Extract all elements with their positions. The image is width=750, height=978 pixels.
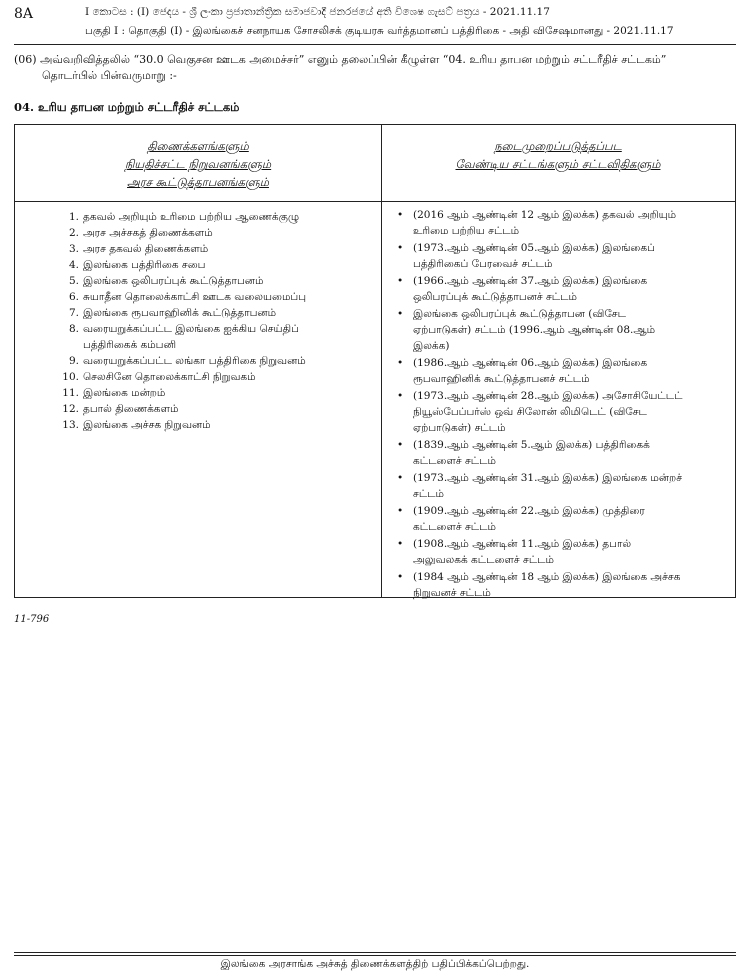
notice-reference: 11-796: [14, 614, 50, 625]
institution-item: [59, 385, 375, 401]
institution-number: 1.: [68, 211, 79, 223]
law-title: [413, 306, 655, 354]
institution-item: [59, 401, 375, 417]
bullet-icon: •: [397, 242, 404, 254]
institution-number: 6.: [68, 291, 79, 303]
law-title-line: ஒலிபரப்புக் கூட்டுத்தாபனச் சட்டம்: [413, 291, 577, 303]
institution-name: [83, 305, 276, 321]
laws-list: [397, 207, 727, 602]
law-item: [397, 503, 727, 535]
laws-header-line: நடைமுறைப்படுத்தப்பட: [494, 139, 622, 153]
law-item: [397, 437, 727, 469]
institution-item: [59, 209, 375, 225]
institution-number: 3.: [68, 243, 79, 255]
law-title-line: (1839.ஆம் ஆண்டின் 5.ஆம் இலக்க) பத்திரிகைக்: [413, 439, 650, 451]
institution-name: [83, 289, 306, 305]
bullet-icon: •: [397, 390, 404, 402]
intro-line-1: (06) அவ்வறிவித்தலில் “30.0 வெகுசன ஊடக அமைச்சர்” எனும் தலைப்பின் கீழுள்ள “04. உரிய தாபன மற்றும் சட்டரீதிச் சட்டகம்”: [14, 53, 667, 66]
institution-number: 7.: [68, 307, 79, 319]
institution-item: [59, 417, 375, 433]
institution-name: [83, 321, 299, 353]
institution-name-line: இலங்கை ஒலிபரப்புக் கூட்டுத்தாபனம்: [83, 275, 264, 287]
institution-number: 2.: [68, 227, 79, 239]
section-title: 04. உரிய தாபன மற்றும் சட்டரீதிச் சட்டகம்: [14, 100, 240, 114]
institution-number: 10.: [62, 371, 79, 383]
institution-name: [83, 257, 205, 273]
institution-number: 8.: [68, 323, 79, 335]
institution-name-line: செலசினே தொலைக்காட்சி நிறுவகம்: [83, 371, 256, 383]
law-title-line: ஏற்பாடுகள்) சட்டம்: [413, 422, 506, 434]
column-divider: [381, 125, 382, 597]
intro-paragraph: [14, 52, 736, 84]
institution-name: [83, 369, 256, 385]
law-item: [397, 388, 727, 436]
header-row-divider: [15, 201, 735, 202]
institution-item: [59, 321, 375, 353]
bullet-icon: •: [397, 439, 404, 451]
bullet-icon: •: [397, 275, 404, 287]
institution-item: [59, 225, 375, 241]
institution-name-line: இலங்கை ரூபவாஹினிக் கூட்டுத்தாபனம்: [83, 307, 277, 319]
law-title-line: நிறுவனச் சட்டம்: [413, 587, 491, 599]
gazette-header-sinhala: I කොටස : (I) ජෙදය - ශ්‍රී ලංකා ප්‍රජාතාන්ත්‍රික සමාජවාදී ජනරජයේ අති විශෙෂ ගැසට් පත්‍රය - 2021.11.17: [85, 6, 550, 18]
law-title-line: (1908.ஆம் ஆண்டின் 11.ஆம் இலக்க) தபால்: [413, 538, 632, 550]
laws-column-header: [381, 137, 735, 173]
framework-table: [14, 124, 736, 598]
law-item: [397, 207, 727, 239]
institution-number: 5.: [68, 275, 79, 287]
law-title-line: ரூபவாஹினிக் கூட்டுத்தாபனச் சட்டம்: [413, 373, 590, 385]
institution-item: [59, 289, 375, 305]
bullet-icon: •: [397, 472, 404, 484]
footer-divider: [14, 955, 736, 956]
institutions-list: [59, 209, 375, 433]
institution-item: [59, 257, 375, 273]
law-item: [397, 569, 727, 601]
law-title-line: (1973.ஆம் ஆண்டின் 28.ஆம் இலக்க) அசோசியேட்டட்: [413, 390, 683, 402]
institutions-header-line: திணைக்களங்களும்: [147, 139, 249, 153]
institution-name-line: இலங்கை அச்சக நிறுவனம்: [83, 419, 211, 431]
law-title-line: ஏற்பாடுகள்) சட்டம் (1996.ஆம் ஆண்டின் 08.ஆம்: [413, 324, 656, 336]
bullet-icon: •: [397, 357, 404, 369]
law-title: [413, 240, 655, 272]
institution-number: 4.: [68, 259, 79, 271]
law-title-line: நியூஸ்பேப்பர்ஸ் ஒவ் சிலோன் லிமிடெட் (விசேட: [413, 406, 647, 418]
laws-header-line: வேண்டிய சட்டங்களும் சட்டவிதிகளும்: [455, 157, 661, 171]
institution-item: [59, 369, 375, 385]
law-title: [413, 388, 682, 436]
law-title-line: (2016 ஆம் ஆண்டின் 12 ஆம் இலக்க) தகவல் அறியும்: [413, 209, 677, 221]
law-title-line: (1986.ஆம் ஆண்டின் 06.ஆம் இலக்க) இலங்கை: [413, 357, 648, 369]
institution-name: [83, 209, 299, 225]
institution-name-line: இலங்கை பத்திரிகை சபை: [83, 259, 206, 271]
law-item: [397, 306, 727, 354]
intro-line-2: தொடர்பில் பின்வருமாறு :-: [42, 69, 177, 82]
institution-name-line: அரச அச்சகத் திணைக்களம்: [83, 227, 213, 239]
law-title-line: அலுவலகக் கட்டளைச் சட்டம்: [413, 554, 554, 566]
bullet-icon: •: [397, 308, 404, 320]
institution-name: [83, 385, 165, 401]
institutions-header-line: அரச கூட்டுத்தாபனங்களும்: [127, 175, 269, 189]
law-title-line: உரிமை பற்றிய சட்டம்: [413, 225, 520, 237]
law-title-line: பத்திரிகைப் பேரவைச் சட்டம்: [413, 258, 553, 270]
bullet-icon: •: [397, 571, 404, 583]
page-number: 8A: [14, 6, 34, 22]
institution-name: [83, 225, 213, 241]
law-title: [413, 536, 631, 568]
law-title-line: (1973.ஆம் ஆண்டின் 31.ஆம் இலக்க) இலங்கை மன்றச்: [413, 472, 683, 484]
law-item: [397, 470, 727, 502]
law-title: [413, 273, 647, 305]
footer-divider: [14, 952, 736, 953]
law-title-line: இலங்கை ஒலிபரப்புக் கூட்டுத்தாபன (விசேட: [413, 308, 626, 320]
institution-name: [83, 273, 263, 289]
law-title: [413, 207, 676, 239]
header-divider: [14, 44, 736, 45]
law-item: [397, 240, 727, 272]
institution-name-line: தபால் திணைக்களம்: [83, 403, 179, 415]
institution-item: [59, 353, 375, 369]
institution-item: [59, 273, 375, 289]
institution-item: [59, 241, 375, 257]
institution-name-line: தகவல் அறியும் உரிமை பற்றிய ஆணைக்குழு: [83, 211, 300, 223]
bullet-icon: •: [397, 209, 404, 221]
law-title-line: கட்டளைச் சட்டம்: [413, 521, 496, 533]
institution-name-line: பத்திரிகைக் கம்பனி: [83, 339, 177, 351]
institution-name: [83, 353, 306, 369]
institution-item: [59, 305, 375, 321]
law-title: [413, 470, 682, 502]
bullet-icon: •: [397, 538, 404, 550]
institution-name-line: அரச தகவல் திணைக்களம்: [83, 243, 209, 255]
law-item: [397, 536, 727, 568]
bullet-icon: •: [397, 505, 404, 517]
law-item: [397, 273, 727, 305]
law-title-line: (1966.ஆம் ஆண்டின் 37.ஆம் இலக்க) இலங்கை: [413, 275, 648, 287]
institution-name-line: வரையறுக்கப்பட்ட இலங்கை ஐக்கிய செய்திப்: [83, 323, 299, 335]
institution-name-line: சுயாதீன தொலைக்காட்சி ஊடக வலையமைப்பு: [83, 291, 307, 303]
law-item: [397, 355, 727, 387]
law-title-line: கட்டளைச் சட்டம்: [413, 455, 496, 467]
law-title-line: சட்டம்: [413, 488, 444, 500]
law-title-line: (1909.ஆம் ஆண்டின் 22.ஆம் இலக்க) முத்திரை: [413, 505, 645, 517]
institutions-column-header: [15, 137, 381, 191]
institution-number: 9.: [68, 355, 79, 367]
law-title: [413, 437, 650, 469]
law-title-line: (1984 ஆம் ஆண்டின் 18 ஆம் இலக்க) இலங்கை அச்சக: [413, 571, 681, 583]
institution-name-line: வரையறுக்கப்பட்ட லங்கா பத்திரிகை நிறுவனம்: [83, 355, 306, 367]
law-title-line: (1973.ஆம் ஆண்டின் 05.ஆம் இலக்க) இலங்கைப்: [413, 242, 655, 254]
institution-number: 12.: [62, 403, 79, 415]
institution-number: 13.: [62, 419, 79, 431]
institution-name-line: இலங்கை மன்றம்: [83, 387, 166, 399]
law-title-line: இலக்க): [413, 340, 450, 352]
institution-name: [83, 241, 208, 257]
law-title: [413, 355, 647, 387]
law-title: [413, 569, 680, 601]
institution-name: [83, 401, 178, 417]
institutions-header-line: நியதிச்சட்ட நிறுவனங்களும்: [124, 157, 272, 171]
gazette-header-tamil: பகுதி I : தொகுதி (I) - இலங்கைச் சனநாயக சோசலிசக் குடியரசு வர்த்தமானப் பத்திரிகை - அதி விசேஷமானது - 2021.11.17: [85, 25, 674, 37]
printer-footer: இலங்கை அரசாங்க அச்சுத் திணைக்களத்திற் பதிப்பிக்கப்பெற்றது.: [220, 958, 530, 970]
institution-number: 11.: [62, 387, 79, 399]
institution-name: [83, 417, 211, 433]
law-title: [413, 503, 645, 535]
